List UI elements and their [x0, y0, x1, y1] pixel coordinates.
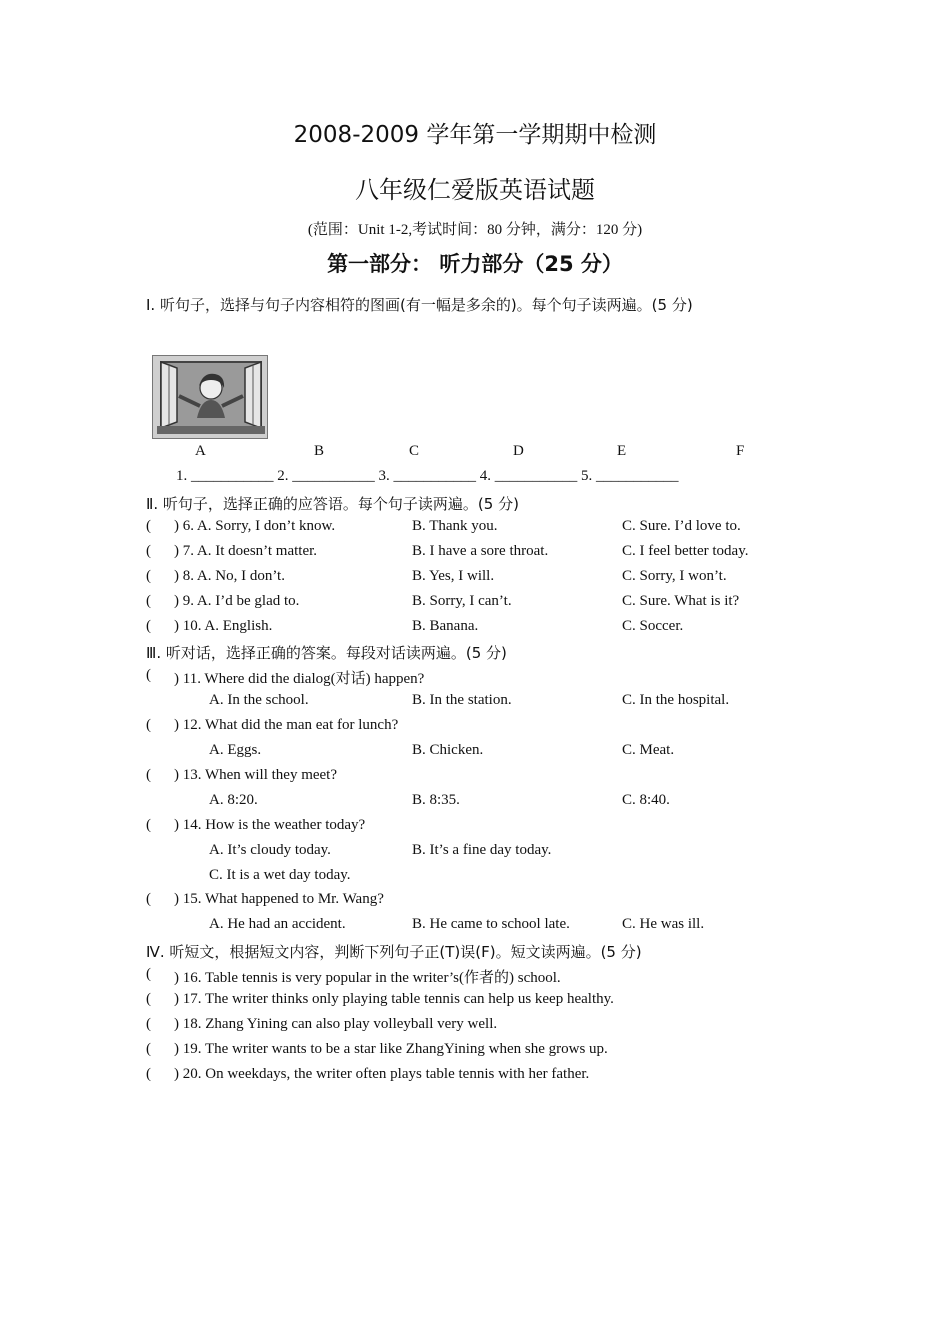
- q11-question: ) 11. Where did the dialog(对话) happen?: [174, 671, 425, 687]
- q7-option-a: ) 7. A. It doesn’t matter.: [174, 543, 318, 559]
- q11-option-a: A. In the school.: [209, 692, 309, 708]
- q9-option-b: B. Sorry, I can’t.: [412, 593, 512, 609]
- q6-option-a: ) 6. A. Sorry, I don’t know.: [174, 518, 336, 534]
- paren: (: [146, 891, 151, 907]
- q13-option-b: B. 8:35.: [412, 792, 460, 808]
- picture-girl-at-window: [152, 355, 268, 439]
- q14-option-c: C. It is a wet day today.: [209, 867, 351, 883]
- paren: (: [146, 966, 151, 982]
- q15-question: ) 15. What happened to Mr. Wang?: [174, 891, 384, 907]
- q13-option-a: A. 8:20.: [209, 792, 258, 808]
- q8-option-c: C. Sorry, I won’t.: [622, 568, 727, 584]
- paren: (: [146, 1016, 151, 1032]
- q7-option-c: C. I feel better today.: [622, 543, 749, 559]
- section1-heading: Ⅰ. 听句子，选择与句子内容相符的图画(有一幅是多余的)。每个句子读两遍。(5 分): [146, 296, 693, 314]
- q8-option-a: ) 8. A. No, I don’t.: [174, 568, 285, 584]
- picture-label-e: E: [617, 443, 627, 459]
- q14-option-b: B. It’s a fine day today.: [412, 842, 552, 858]
- q11-option-c: C. In the hospital.: [622, 692, 730, 708]
- section4-heading: Ⅳ. 听短文，根据短文内容，判断下列句子正(T)误(F)。短文读两遍。(5 分): [146, 943, 642, 961]
- q13-option-c: C. 8:40.: [622, 792, 670, 808]
- paren: (: [146, 518, 151, 534]
- part-heading: 第一部分： 听力部分（25 分）: [327, 252, 623, 276]
- exam-scope: (范围：Unit 1-2,考试时间：80 分钟，满分：120 分): [307, 222, 643, 238]
- q6-option-c: C. Sure. I’d love to.: [622, 518, 741, 534]
- q8-option-b: B. Yes, I will.: [412, 568, 495, 584]
- q12-option-c: C. Meat.: [622, 742, 675, 758]
- q19-statement: ) 19. The writer wants to be a star like ZhangYining when she grows up.: [174, 1041, 608, 1057]
- paren: (: [146, 543, 151, 559]
- paren: (: [146, 593, 151, 609]
- paren: (: [146, 767, 151, 783]
- paren: (: [146, 618, 151, 634]
- picture-label-c: C: [409, 443, 420, 459]
- picture-label-f: F: [736, 443, 745, 459]
- girl-window-illustration: [153, 356, 268, 439]
- exam-title: 2008-2009 学年第一学期期中检测: [293, 122, 657, 148]
- q12-question: ) 12. What did the man eat for lunch?: [174, 717, 399, 733]
- picture-label-d: D: [513, 443, 524, 459]
- q15-option-a: A. He had an accident.: [209, 916, 346, 932]
- exam-subtitle: 八年级仁爱版英语试题: [355, 176, 595, 204]
- q6-option-b: B. Thank you.: [412, 518, 498, 534]
- q15-option-c: C. He was ill.: [622, 916, 705, 932]
- q9-option-a: ) 9. A. I’d be glad to.: [174, 593, 300, 609]
- paren: (: [146, 717, 151, 733]
- q10-option-b: B. Banana.: [412, 618, 479, 634]
- paren: (: [146, 1066, 151, 1082]
- paren: (: [146, 667, 151, 683]
- q7-option-b: B. I have a sore throat.: [412, 543, 549, 559]
- q14-option-a: A. It’s cloudy today.: [209, 842, 331, 858]
- q13-question: ) 13. When will they meet?: [174, 767, 338, 783]
- q12-option-a: A. Eggs.: [209, 742, 262, 758]
- paren: (: [146, 568, 151, 584]
- q20-statement: ) 20. On weekdays, the writer often plays table tennis with her father.: [174, 1066, 590, 1082]
- paren: (: [146, 817, 151, 833]
- q16-statement: ) 16. Table tennis is very popular in the writer’s(作者的) school.: [174, 970, 561, 986]
- answer-blanks: 1. ___________ 2. ___________ 3. ___________ 4. ___________ 5. ___________: [176, 468, 679, 484]
- q15-option-b: B. He came to school late.: [412, 916, 570, 932]
- picture-label-a: A: [195, 443, 206, 459]
- q10-option-a: ) 10. A. English.: [174, 618, 273, 634]
- q9-option-c: C. Sure. What is it?: [622, 593, 740, 609]
- paren: (: [146, 991, 151, 1007]
- picture-label-b: B: [314, 443, 325, 459]
- q12-option-b: B. Chicken.: [412, 742, 484, 758]
- q14-question: ) 14. How is the weather today?: [174, 817, 366, 833]
- q10-option-c: C. Soccer.: [622, 618, 684, 634]
- q11-option-b: B. In the station.: [412, 692, 512, 708]
- section3-heading: Ⅲ. 听对话，选择正确的答案。每段对话读两遍。(5 分): [146, 644, 507, 662]
- paren: (: [146, 1041, 151, 1057]
- section2-heading: Ⅱ. 听句子，选择正确的应答语。每个句子读两遍。(5 分): [146, 495, 519, 513]
- q17-statement: ) 17. The writer thinks only playing table tennis can help us keep healthy.: [174, 991, 614, 1007]
- q18-statement: ) 18. Zhang Yining can also play volleyball very well.: [174, 1016, 498, 1032]
